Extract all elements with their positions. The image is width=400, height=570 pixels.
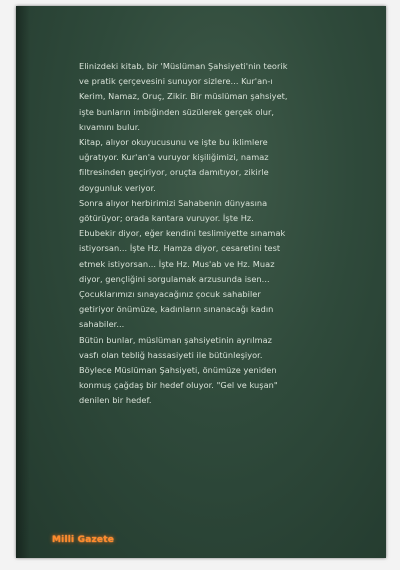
blurb-line: götürüyor; orada kantara vuruyor. İşte Hz. <box>79 213 254 224</box>
blurb-line: denilen bir hedef. <box>79 395 152 406</box>
blurb-line: diyor, gençliğini sorgulamak arzusunda isen... <box>79 273 270 284</box>
blurb-line: Sonra alıyor herbirimizi Sahabenin dünyasına <box>79 197 268 208</box>
blurb-line: kıvamını bulur. <box>79 121 141 132</box>
blurb-line: Elinizdeki kitab, bir 'Müslüman Şahsiyeti'nin teorik <box>79 61 288 71</box>
blurb-line: konmuş çağdaş bir hedef oluyor. "Gel ve kuşan" <box>79 380 278 391</box>
blurb-line: Bütün bunlar, müslüman şahsiyetinin ayrılmaz <box>79 334 273 345</box>
blurb-line: doygunluk veriyor. <box>79 182 156 193</box>
blurb-line: sahabiler... <box>79 319 125 330</box>
blurb-line: Çocuklarımızı sınayacağınız çocuk sahabiler <box>79 289 261 300</box>
book-back-cover <box>16 6 386 558</box>
blurb-line: uğratıyor. Kur'an'a vuruyor kişiliğimizi, namaz <box>79 152 269 163</box>
blurb-line: Ebubekir diyor, eğer kendini teslimiyette sınamak <box>79 228 286 239</box>
blurb-line: etmek istiyorsan... İşte Hz. Mus'ab ve Hz. Muaz <box>79 258 275 269</box>
blurb-line: getiriyor önümüze, kadınların sınanacağı kadın <box>79 304 274 315</box>
back-cover-blurb <box>79 59 344 409</box>
publisher-logo: Milli Gazete <box>52 535 115 545</box>
blurb-line: ve pratik çerçevesini sunuyor sizlere... Kur'an-ı <box>79 76 273 87</box>
blurb-line: Böylece Müslüman Şahsiyeti, önümüze yeniden <box>79 365 277 376</box>
blurb-line: işte bunların imbiğinden süzülerek gerçek olur, <box>79 106 275 117</box>
blurb-line: Kitap, alıyor okuyucusunu ve işte bu iklimlere <box>79 137 268 148</box>
blurb-line: istiyorsan... İşte Hz. Hamza diyor, cesaretini test <box>79 243 281 254</box>
blurb-line: Kerim, Namaz, Oruç, Zikir. Bir müslüman şahsiyet, <box>79 91 288 102</box>
blurb-line: vasfı olan tebliğ hassasiyeti ile bütünleşiyor. <box>79 349 263 360</box>
spine-shadow <box>16 6 30 558</box>
blurb-line: filtresinden geçiriyor, oruçta damıtıyor, zikirle <box>79 167 269 178</box>
